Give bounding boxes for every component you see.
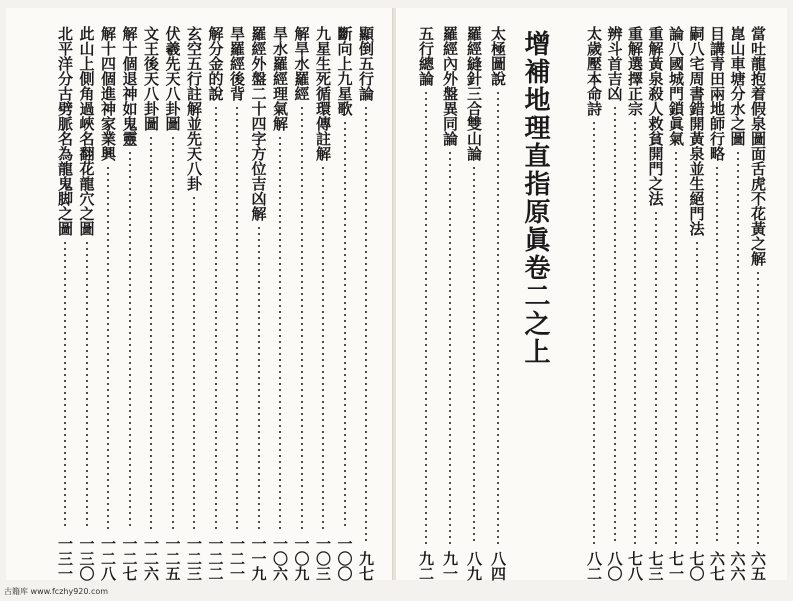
toc-entry-page-number: 一二二 [206, 536, 225, 581]
dot-leader [614, 105, 616, 545]
toc-entry [206, 26, 226, 581]
dot-leader [107, 165, 109, 530]
toc-entry-page-number: 一一九 [249, 536, 268, 581]
toc-entry [77, 26, 97, 581]
toc-entry [98, 26, 118, 581]
toc-entry [356, 26, 376, 581]
toc-entry-title: 玄空五行註解並先天八卦 [185, 26, 203, 191]
right-page [396, 8, 787, 580]
toc-entry [120, 26, 140, 581]
toc-entry-title: 辨斗首吉凶 [605, 26, 624, 101]
toc-entry-title: 解十個退神如鬼靈 [120, 26, 139, 146]
dot-leader [236, 105, 238, 530]
toc-entry-title: 羅經縫針三合雙山論 [465, 26, 483, 161]
toc-entry-page-number: 一二三 [185, 536, 203, 581]
dot-leader [258, 225, 260, 530]
toc-entry [55, 26, 75, 581]
toc-entry-title: 太極圖說 [489, 26, 507, 86]
toc-entry-page-number: 一二五 [163, 536, 182, 581]
toc-entry-page-number: 一三一 [56, 536, 74, 581]
toc-entry [184, 26, 204, 581]
toc-entry [292, 26, 312, 581]
toc-entry-title: 解十四個進神家業興 [99, 26, 117, 161]
dot-leader [150, 135, 152, 530]
toc-entry [605, 26, 625, 581]
dot-leader [172, 135, 174, 530]
toc-entry [464, 26, 484, 581]
dot-leader [425, 90, 427, 545]
dot-leader [215, 105, 217, 530]
toc-entry-page-number: 一〇三 [314, 536, 332, 581]
left-page [6, 8, 393, 580]
dot-leader [593, 120, 595, 545]
toc-entry-title: 重解黃泉殺人救貧開門之法 [646, 26, 665, 206]
toc-entry-page-number: 一〇六 [271, 536, 289, 581]
toc-entry-page-number: 七八 [626, 551, 644, 581]
toc-entry-page-number: 九二 [417, 551, 435, 581]
toc-entry-page-number: 七〇 [687, 551, 706, 581]
toc-entry [313, 26, 333, 581]
toc-entry-title: 伏羲先天八卦圖 [163, 26, 182, 131]
chapter-heading: 增補地理直指原眞卷二之上 [520, 30, 550, 366]
dot-leader [497, 90, 499, 545]
toc-entry-page-number: 六六 [728, 551, 747, 581]
dot-leader [279, 135, 281, 530]
toc-entry [646, 26, 666, 581]
dot-leader [737, 150, 739, 545]
toc-entry [141, 26, 161, 581]
toc-entry-title: 解分金的說 [206, 26, 225, 101]
toc-entry-title: 嗣八宅周書錯開黃泉並生絕門法 [687, 26, 706, 236]
toc-entry [270, 26, 290, 581]
toc-entry-page-number: 一〇九 [292, 536, 311, 581]
toc-entry [488, 26, 508, 581]
toc-entry-title: 解旱水羅經 [292, 26, 311, 101]
toc-entry [416, 26, 436, 581]
toc-entry-title: 羅經內外盤異同論 [441, 26, 459, 146]
dot-leader [301, 105, 303, 530]
toc-entry [584, 26, 604, 581]
toc-entry-title: 論八國城門鎖眞氣 [667, 26, 685, 146]
toc-entry-page-number: 八九 [465, 551, 483, 581]
dot-leader [675, 150, 677, 545]
toc-entry-title: 崑山車塘分水之圖 [728, 26, 747, 146]
dot-leader [193, 195, 195, 530]
toc-entry-title: 旱水羅經理氣解 [271, 26, 289, 131]
toc-entry-title: 斷向上九星歌 [335, 26, 354, 116]
toc-entry-page-number: 八二 [585, 551, 603, 581]
toc-entry-page-number: 一二八 [99, 536, 117, 581]
toc-entry [728, 26, 748, 581]
toc-entry [666, 26, 686, 581]
dot-leader [322, 165, 324, 530]
toc-entry-title: 五行總論 [417, 26, 435, 86]
dot-leader [757, 270, 759, 545]
toc-entry-title: 文王後天八卦圖 [142, 26, 160, 131]
toc-entry-page-number: 一二七 [120, 536, 139, 581]
toc-entry [335, 26, 355, 581]
dot-leader [716, 165, 718, 545]
toc-entry [440, 26, 460, 581]
dot-leader [634, 120, 636, 545]
toc-entry-title: 北平洋分古劈脈名為龍鬼脚之圖 [56, 26, 74, 236]
toc-entry [748, 26, 768, 581]
dot-leader [696, 240, 698, 545]
dot-leader [473, 165, 475, 545]
toc-entry [249, 26, 269, 581]
dot-leader [365, 105, 367, 545]
toc-entry-title: 此山上側角過峽名翻花龍穴之圖 [77, 26, 96, 236]
toc-entry-page-number: 一三〇 [77, 536, 96, 581]
toc-entry-page-number: 八〇 [605, 551, 624, 581]
toc-entry [687, 26, 707, 581]
toc-entry-page-number: 六七 [708, 551, 726, 581]
dot-leader [449, 150, 451, 545]
footer-watermark: 古籍库 www.fczhy920.com [4, 587, 109, 596]
toc-entry-page-number: 九一 [441, 551, 459, 581]
toc-entry-title: 羅經外盤二十四字方位吉凶解 [249, 26, 268, 221]
toc-entry [163, 26, 183, 581]
toc-entry-title: 太歲壓本命詩 [585, 26, 603, 116]
toc-entry [227, 26, 247, 581]
toc-entry-title: 重解選擇正宗 [626, 26, 644, 116]
dot-leader [129, 150, 131, 530]
dot-leader [86, 240, 88, 530]
toc-entry-title: 旱羅經後背 [228, 26, 246, 101]
toc-entry-page-number: 七三 [646, 551, 665, 581]
toc-entry-page-number: 一〇〇 [335, 536, 354, 581]
toc-entry-title: 當吐龍抱着假泉圖面舌虎不花黃之解 [749, 26, 767, 266]
dot-leader [655, 210, 657, 545]
toc-entry-page-number: 一二六 [142, 536, 160, 581]
toc-entry-page-number: 一二一 [228, 536, 246, 581]
toc-entry-page-number: 六五 [749, 551, 767, 581]
toc-entry [707, 26, 727, 581]
dot-leader [64, 240, 66, 530]
toc-entry-title: 九星生死循環傳註解 [314, 26, 332, 161]
toc-entry-page-number: 九七 [357, 551, 375, 581]
toc-entry-page-number: 八四 [489, 551, 507, 581]
toc-entry-title: 顯倒五行論 [357, 26, 375, 101]
toc-entry-page-number: 七一 [667, 551, 685, 581]
dot-leader [344, 120, 346, 530]
toc-entry [625, 26, 645, 581]
toc-entry-title: 目講青田兩地師行略 [708, 26, 726, 161]
